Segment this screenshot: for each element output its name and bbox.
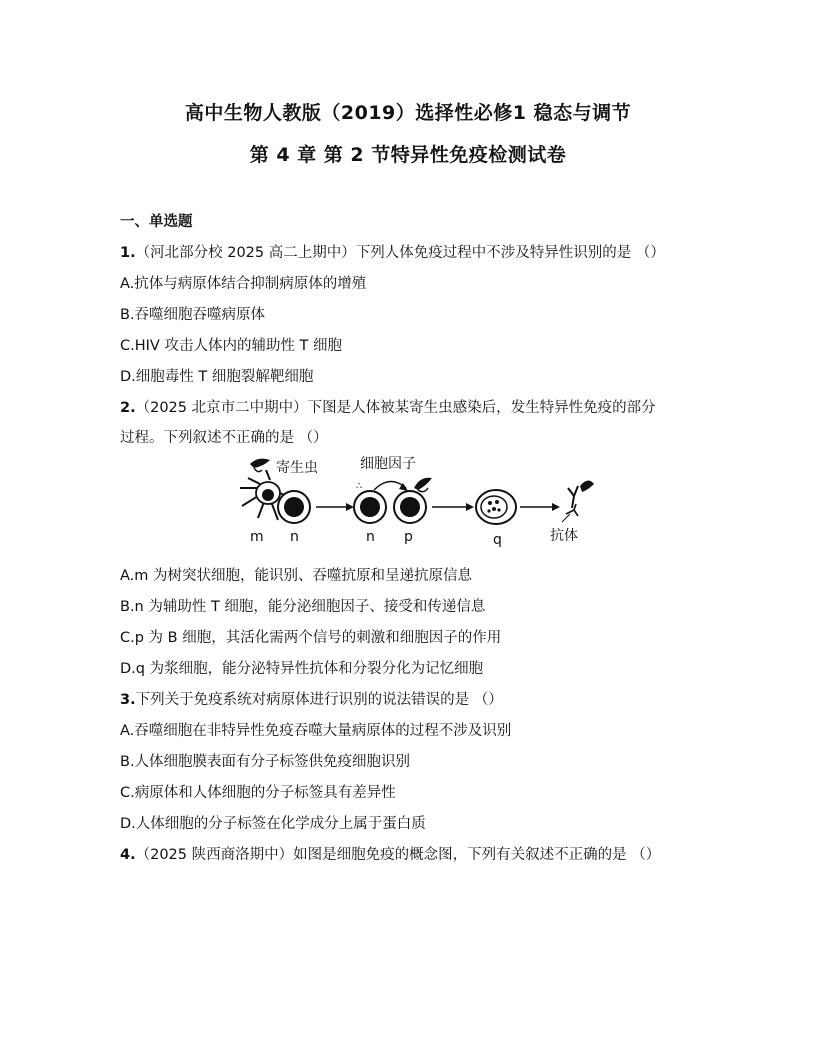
document-title-line1: 高中生物人教版（2019）选择性必修1 稳态与调节 [184, 102, 632, 124]
question-2-option-b: B.n 为辅助性 T 细胞，能分泌细胞因子、接受和传递信息 [120, 599, 486, 615]
question-4-stem [120, 843, 700, 864]
question-3-option-d: D.人体细胞的分子标签在化学成分上属于蛋白质 [120, 816, 426, 832]
question-1-text: （河北部分校 2025 高二上期中）下列人体免疫过程中不涉及特异性识别的是 （） [135, 245, 665, 261]
question-1-option-c: C.HIV 攻击人体内的辅助性 T 细胞 [120, 338, 343, 354]
label-p: p [404, 529, 413, 545]
question-4-number: 4. [120, 847, 136, 863]
question-1-number: 1. [120, 245, 136, 261]
plasma-cell-icon [476, 490, 516, 524]
parasite-icon [250, 459, 270, 472]
question-2-option-a: A.m 为树突状细胞，能识别、吞噬抗原和呈递抗原信息 [120, 568, 473, 584]
label-parasite: 寄生虫 [276, 460, 318, 476]
question-2-stem-continued: 过程。下列叙述不正确的是 （） [120, 430, 328, 446]
label-cytokine: 细胞因子 [360, 456, 416, 472]
label-antibody: 抗体 [550, 528, 578, 544]
question-2-option-d: D.q 为浆细胞，能分泌特异性抗体和分裂分化为记忆细胞 [120, 661, 484, 677]
question-1-option-b: B.吞噬细胞吞噬病原体 [120, 307, 266, 323]
label-n-second: n [366, 529, 375, 545]
cytokine-arrow [374, 481, 408, 491]
section-heading: 一、单选题 [120, 214, 193, 230]
question-3-number: 3. [120, 692, 136, 708]
arrow-3 [520, 503, 560, 511]
question-4-text: （2025 陕西商洛期中）如图是细胞免疫的概念图，下列有关叙述不正确的是 （） [135, 847, 661, 863]
helper-t-cell-second-icon [354, 481, 386, 523]
arrow-1 [316, 503, 354, 511]
question-3-option-b: B.人体细胞膜表面有分子标签供免疫细胞识别 [120, 754, 411, 770]
question-2-option-c: C.p 为 B 细胞，其活化需两个信号的刺激和细胞因子的作用 [120, 630, 502, 646]
question-1-option-a: A.抗体与病原体结合抑制病原体的增殖 [120, 276, 367, 292]
question-2-stem [120, 396, 700, 417]
b-cell-icon [394, 478, 432, 523]
antibody-icon [562, 480, 594, 522]
question-2-text: （2025 北京市二中期中）下图是人体被某寄生虫感染后，发生特异性免疫的部分 [135, 400, 656, 416]
document-title-line2: 第 4 章 第 2 节特异性免疫检测试卷 [249, 144, 567, 166]
question-3-stem [120, 688, 700, 709]
helper-t-cell-icon [278, 491, 310, 523]
label-m: m [250, 529, 264, 545]
question-3-text: 下列关于免疫系统对病原体进行识别的说法错误的是 （） [135, 692, 503, 708]
arrow-2 [432, 503, 474, 511]
label-n-first: n [290, 529, 299, 545]
question-2-number: 2. [120, 400, 136, 416]
label-q: q [493, 532, 502, 548]
question-3-option-a: A.吞噬细胞在非特异性免疫吞噬大量病原体的过程不涉及识别 [120, 723, 512, 739]
question-3-option-c: C.病原体和人体细胞的分子标签具有差异性 [120, 785, 396, 801]
svg-text:∴: ∴ [356, 481, 363, 492]
question-1-stem [120, 241, 700, 262]
immune-process-figure [228, 452, 608, 552]
question-1-option-d: D.细胞毒性 T 细胞裂解靶细胞 [120, 369, 314, 385]
